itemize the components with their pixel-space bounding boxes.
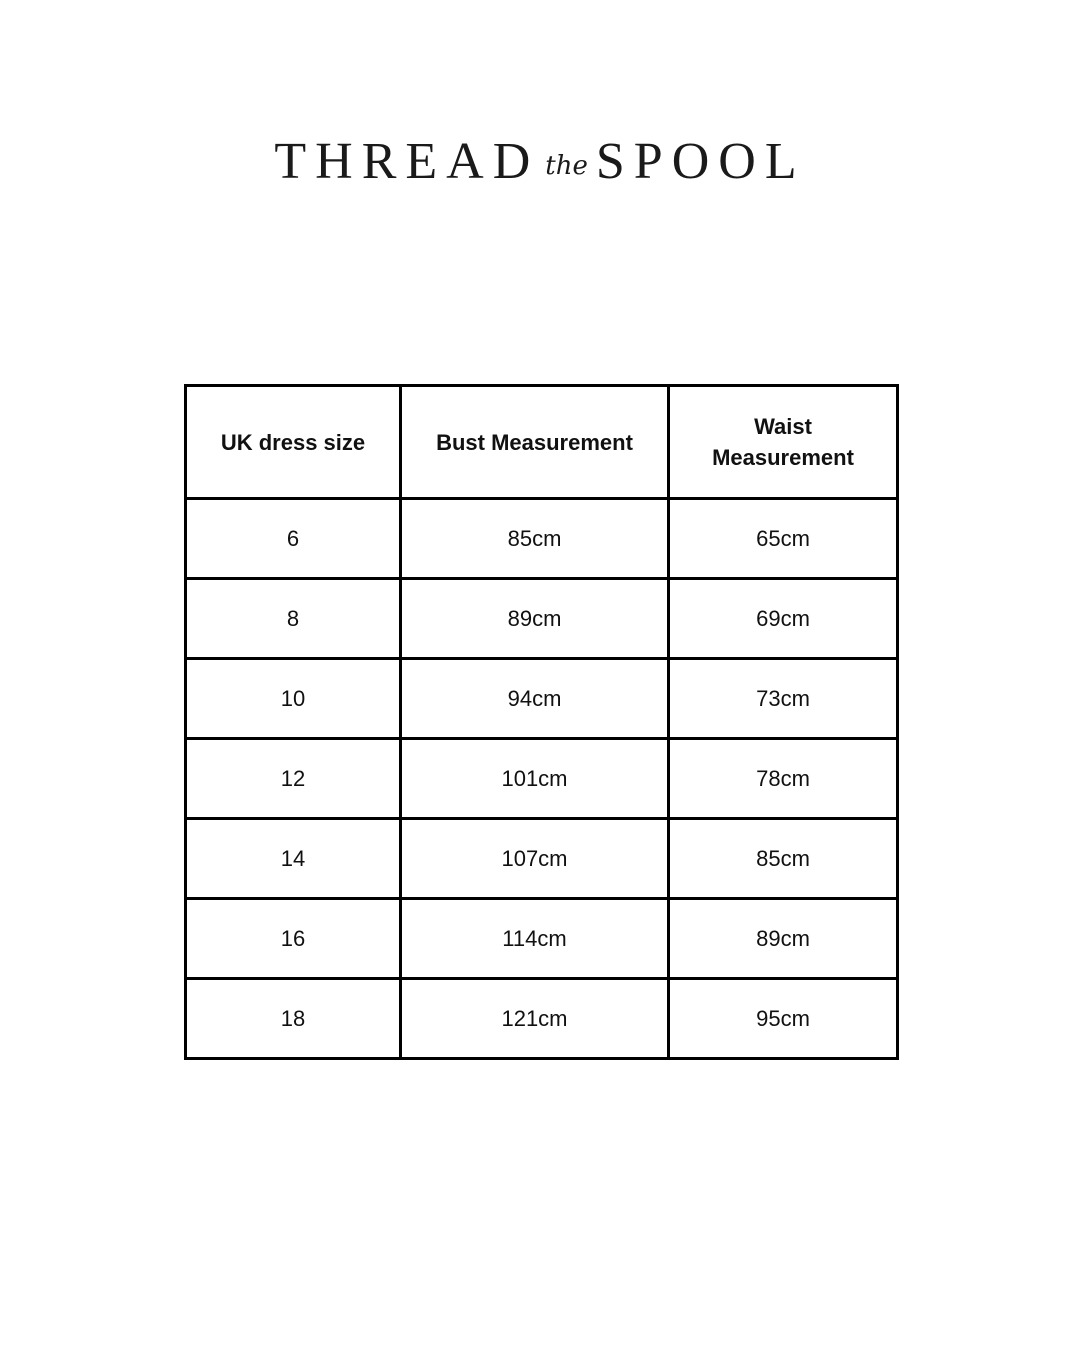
brand-connector: the xyxy=(545,151,588,181)
table-row xyxy=(186,819,898,899)
brand-word-spool: SPOOL xyxy=(595,133,806,190)
cell-size: 14 xyxy=(186,819,401,899)
cell-size: 6 xyxy=(186,499,401,579)
table-row xyxy=(186,659,898,739)
table-row xyxy=(186,979,898,1059)
cell-bust: 94cm xyxy=(401,659,669,739)
cell-waist: 85cm xyxy=(669,819,898,899)
header-waist-line1: Waist xyxy=(754,414,812,439)
header-bust-measurement: Bust Measurement xyxy=(401,386,669,499)
cell-waist: 65cm xyxy=(669,499,898,579)
cell-size: 16 xyxy=(186,899,401,979)
cell-waist: 73cm xyxy=(669,659,898,739)
cell-bust: 89cm xyxy=(401,579,669,659)
size-chart-table xyxy=(184,384,899,1060)
table-header-row xyxy=(186,386,898,499)
cell-bust: 101cm xyxy=(401,739,669,819)
cell-size: 8 xyxy=(186,579,401,659)
table-row xyxy=(186,899,898,979)
table-row xyxy=(186,499,898,579)
brand-word-thread: THREAD xyxy=(274,133,540,190)
cell-size: 18 xyxy=(186,979,401,1059)
cell-waist: 89cm xyxy=(669,899,898,979)
cell-bust: 121cm xyxy=(401,979,669,1059)
cell-size: 12 xyxy=(186,739,401,819)
table-row xyxy=(186,579,898,659)
cell-bust: 107cm xyxy=(401,819,669,899)
cell-waist: 78cm xyxy=(669,739,898,819)
cell-bust: 114cm xyxy=(401,899,669,979)
cell-size: 10 xyxy=(186,659,401,739)
table-row xyxy=(186,739,898,819)
cell-bust: 85cm xyxy=(401,499,669,579)
header-waist-measurement xyxy=(669,386,898,499)
brand-logo xyxy=(0,132,1080,191)
header-waist-line2: Measurement xyxy=(712,445,854,470)
cell-waist: 69cm xyxy=(669,579,898,659)
cell-waist: 95cm xyxy=(669,979,898,1059)
header-uk-dress-size: UK dress size xyxy=(186,386,401,499)
